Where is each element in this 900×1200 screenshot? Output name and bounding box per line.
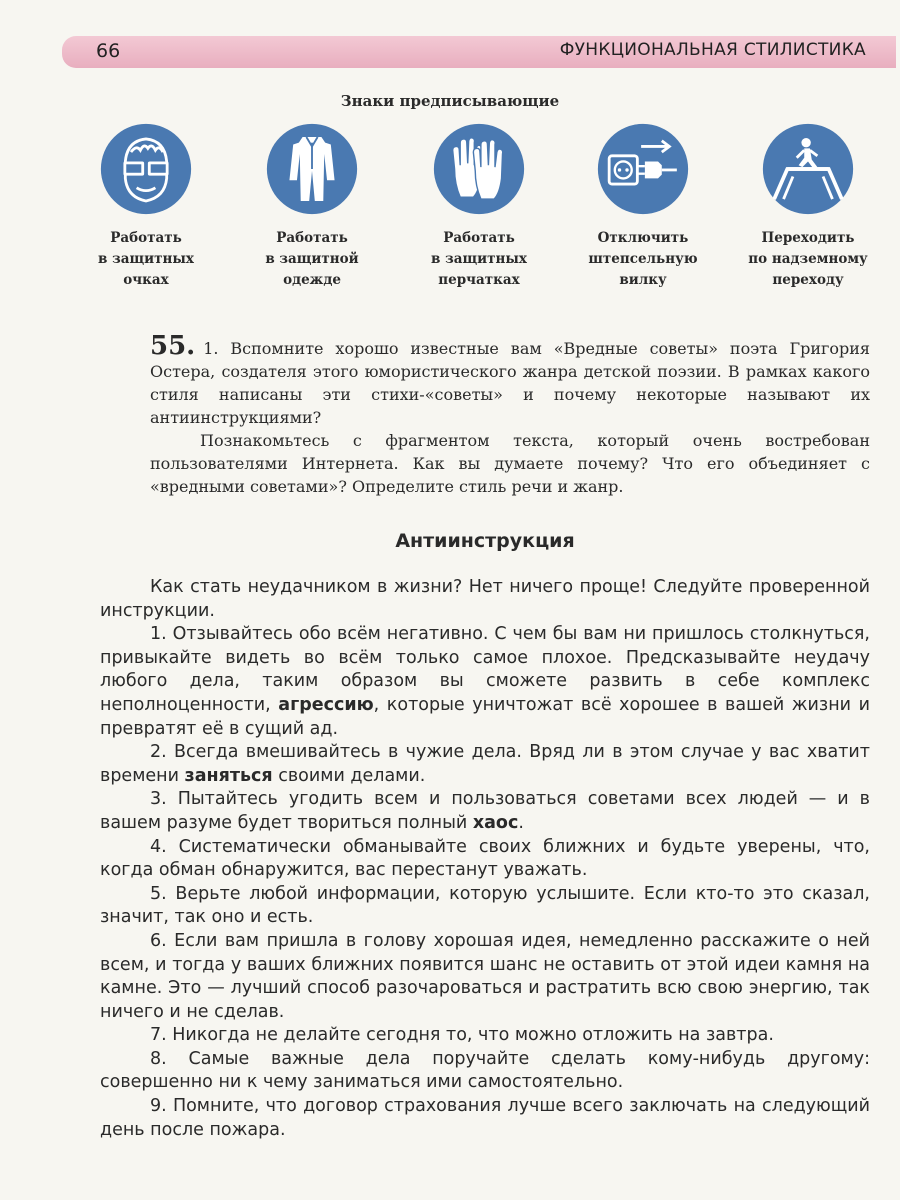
bold-word: агрессию [278, 694, 374, 715]
article-item-2: 2. Всегда вмешивайтесь в чужие дела. Вряд ли в этом случае у вас хватит времени заняться своими делами. [100, 742, 870, 786]
article-item-1: 1. Отзывайтесь обо всём негативно. С чем бы вам ни пришлось столкнуться, привыкайте видеть во всём только самое плохое. Предсказывайте неудачу любого дела, таким образом вы сможете развить в себе комплекс неполноценности, агрессию, которые уничтожат всё хорошее в вашей жизни и превратят её в сущий ад. [100, 624, 870, 739]
article-intro: Как стать неудачником в жизни? Нет ничего проще! Следуйте проверенной инструкции. [100, 577, 870, 621]
sign-footbridge-caption: Переходить по надземному переходу [748, 230, 868, 288]
unplug-icon [596, 122, 690, 216]
protective-suit-icon [265, 122, 359, 216]
running-header [62, 36, 896, 68]
page-number: 66 [96, 40, 121, 62]
exercise-55 [150, 331, 870, 498]
article-item-5: 5. Верьте любой информации, которую услышите. Если кто-то это сказал, значит, так оно и есть. [100, 883, 870, 928]
article-item-6: 6. Если вам пришла в голову хорошая идея, немедленно расскажите о ней всем, и тогда у ваших ближних появится шанс не оставить от этой идеи камня на камне. Это — лучший способ разочароваться и растратить всю свою энергию, так ничего и не сделав. [100, 930, 870, 1022]
sign-suit [237, 122, 387, 291]
sign-unplug [568, 122, 718, 291]
exercise-number: 55. [150, 331, 196, 361]
safety-goggles-icon [99, 122, 193, 216]
article-item-9: 9. Помните, что договор страхования лучше всего заключать на следующий день после пожара. [100, 1096, 870, 1140]
exercise-question-1: 1. Вспомните хорошо известные вам «Вредные советы» поэта Григория Остера, создателя этого юмористического жанра детской поэзии. В рамках какого стиля написаны эти стихи-«советы» и почему некоторые называют их антиинструкциями? [150, 339, 870, 427]
sign-goggles-caption: Работать в защитных очках [98, 230, 194, 288]
signs-title: Знаки предписывающие [340, 92, 560, 110]
exercise-para-1 [150, 331, 870, 429]
sign-goggles [71, 122, 221, 291]
sign-gloves [404, 122, 554, 291]
exercise-question-2: Познакомьтесь с фрагментом текста, который очень востребован пользователями Интернета. Как вы думаете почему? Что его объединяет с «вредными советами»? Определите стиль речи и жанр. [150, 431, 870, 496]
article-body [100, 576, 870, 1142]
running-title: ФУНКЦИОНАЛЬНАЯ СТИЛИСТИКА [559, 40, 866, 60]
footbridge-icon [761, 122, 855, 216]
sign-suit-caption: Работать в защитной одежде [265, 230, 359, 288]
bold-word: заняться [184, 765, 273, 786]
article-item-7: 7. Никогда не делайте сегодня то, что можно отложить на завтра. [150, 1025, 774, 1046]
signs-row [0, 122, 900, 302]
article-item-4: 4. Систематически обманывайте своих ближних и будьте уверены, что, когда обман обнаружится, вас перестанут уважать. [100, 836, 870, 881]
sign-unplug-caption: Отключить штепсельную вилку [588, 230, 698, 288]
article-item-3: 3. Пытайтесь угодить всем и пользоваться советами всех людей — и в вашем разуме будет твориться полный хаос. [100, 789, 870, 833]
article-item-8: 8. Самые важные дела поручайте сделать кому-нибудь другому: совершенно ни к чему заниматься ими самостоятельно. [100, 1048, 870, 1093]
sign-gloves-caption: Работать в защитных перчатках [431, 230, 527, 288]
bold-word: хаос [472, 812, 519, 833]
article-title: Антиинструкция [395, 530, 575, 552]
protective-gloves-icon [432, 122, 526, 216]
sign-footbridge [733, 122, 883, 291]
